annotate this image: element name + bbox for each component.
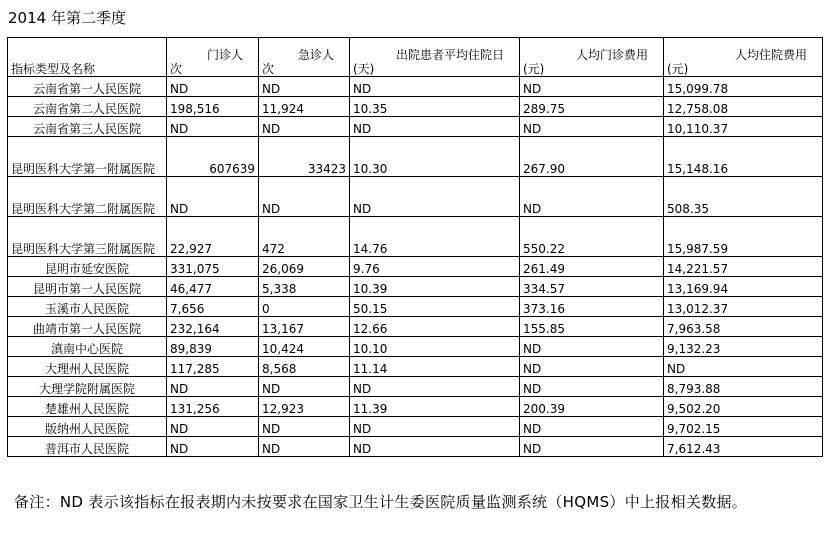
outpatient-cost: ND: [520, 437, 664, 457]
table-row: [8, 317, 823, 337]
header-unit: 次: [262, 62, 275, 76]
header-unit: (元): [523, 62, 545, 76]
avg-stay: 10.39: [350, 277, 520, 297]
header-cell-outpatient: [167, 38, 259, 77]
header-unit: (元): [667, 62, 689, 76]
avg-stay: ND: [350, 437, 520, 457]
outpatient-cost: 550.22: [520, 217, 664, 257]
inpatient-cost: 9,702.15: [664, 417, 823, 437]
page-title: 2014 年第二季度: [8, 9, 126, 27]
outpatient-visits: 232,164: [167, 317, 259, 337]
header-label: 指标类型及名称: [11, 62, 96, 76]
emergency-visits: ND: [259, 77, 350, 97]
inpatient-cost: 508.35: [664, 177, 823, 217]
outpatient-visits: ND: [167, 77, 259, 97]
inpatient-cost: 13,012.37: [664, 297, 823, 317]
table-row: [8, 377, 823, 397]
outpatient-visits: 89,839: [167, 337, 259, 357]
inpatient-cost: 15,148.16: [664, 137, 823, 177]
emergency-visits: ND: [259, 117, 350, 137]
inpatient-cost: 7,963.58: [664, 317, 823, 337]
hospital-name: 云南省第二人民医院: [8, 97, 167, 117]
hospital-name: 滇南中心医院: [8, 337, 167, 357]
outpatient-cost: ND: [520, 417, 664, 437]
outpatient-cost: ND: [520, 117, 664, 137]
outpatient-visits: 46,477: [167, 277, 259, 297]
inpatient-cost: 15,987.59: [664, 217, 823, 257]
inpatient-cost: 9,132.23: [664, 337, 823, 357]
header-cell-outpatient-cost: [520, 38, 664, 77]
table-row: [8, 217, 823, 257]
header-cell-avg-stay: [350, 38, 520, 77]
avg-stay: ND: [350, 377, 520, 397]
outpatient-visits: 131,256: [167, 397, 259, 417]
emergency-visits: 0: [259, 297, 350, 317]
emergency-visits: 10,424: [259, 337, 350, 357]
emergency-visits: ND: [259, 177, 350, 217]
table-row: [8, 137, 823, 177]
hospital-name: 昆明市第一人民医院: [8, 277, 167, 297]
hospital-name: 大理州人民医院: [8, 357, 167, 377]
outpatient-visits: ND: [167, 117, 259, 137]
header-label: 人均住院费用: [734, 48, 807, 62]
hospital-metrics-table: [7, 37, 823, 457]
outpatient-visits: ND: [167, 177, 259, 217]
hospital-name: 昆明医科大学第二附属医院: [8, 177, 167, 217]
header-unit: (天): [353, 62, 375, 76]
hospital-name: 昆明市延安医院: [8, 257, 167, 277]
outpatient-visits: ND: [167, 437, 259, 457]
outpatient-cost: 155.85: [520, 317, 664, 337]
hospital-name: 云南省第三人民医院: [8, 117, 167, 137]
table-row: [8, 117, 823, 137]
emergency-visits: 11,924: [259, 97, 350, 117]
avg-stay: 10.35: [350, 97, 520, 117]
outpatient-visits: 117,285: [167, 357, 259, 377]
outpatient-cost: ND: [520, 377, 664, 397]
hospital-name: 云南省第一人民医院: [8, 77, 167, 97]
outpatient-cost: 289.75: [520, 97, 664, 117]
header-label: 出院患者平均住院日: [395, 48, 504, 62]
outpatient-cost: ND: [520, 337, 664, 357]
emergency-visits: ND: [259, 437, 350, 457]
inpatient-cost: 12,758.08: [664, 97, 823, 117]
table-row: [8, 277, 823, 297]
outpatient-visits: 331,075: [167, 257, 259, 277]
header-cell-inpatient-cost: [664, 38, 823, 77]
avg-stay: 10.30: [350, 137, 520, 177]
inpatient-cost: ND: [664, 357, 823, 377]
hospital-name: 版纳州人民医院: [8, 417, 167, 437]
emergency-visits: 472: [259, 217, 350, 257]
inpatient-cost: 8,793.88: [664, 377, 823, 397]
outpatient-cost: ND: [520, 77, 664, 97]
outpatient-visits: ND: [167, 377, 259, 397]
avg-stay: ND: [350, 417, 520, 437]
table-header-row: [8, 38, 823, 77]
hospital-name: 普洱市人民医院: [8, 437, 167, 457]
avg-stay: 50.15: [350, 297, 520, 317]
emergency-visits: 33423: [259, 137, 350, 177]
inpatient-cost: 14,221.57: [664, 257, 823, 277]
table-row: [8, 257, 823, 277]
hospital-name: 曲靖市第一人民医院: [8, 317, 167, 337]
outpatient-visits: 607639: [167, 137, 259, 177]
table-row: [8, 77, 823, 97]
header-cell-name: [8, 38, 167, 77]
avg-stay: 11.14: [350, 357, 520, 377]
table-row: [8, 297, 823, 317]
outpatient-cost: ND: [520, 177, 664, 217]
outpatient-visits: 7,656: [167, 297, 259, 317]
outpatient-cost: 267.90: [520, 137, 664, 177]
table-row: [8, 357, 823, 377]
hospital-name: 玉溪市人民医院: [8, 297, 167, 317]
emergency-visits: 8,568: [259, 357, 350, 377]
hospital-name: 昆明医科大学第一附属医院: [8, 137, 167, 177]
outpatient-cost: 334.57: [520, 277, 664, 297]
outpatient-visits: 198,516: [167, 97, 259, 117]
hospital-name: 大理学院附属医院: [8, 377, 167, 397]
avg-stay: 14.76: [350, 217, 520, 257]
emergency-visits: ND: [259, 377, 350, 397]
table-row: [8, 337, 823, 357]
emergency-visits: 12,923: [259, 397, 350, 417]
inpatient-cost: 15,099.78: [664, 77, 823, 97]
header-label: 急诊人: [297, 48, 334, 62]
header-label: 人均门诊费用: [575, 48, 648, 62]
avg-stay: 10.10: [350, 337, 520, 357]
header-cell-emergency: [259, 38, 350, 77]
table-row: [8, 177, 823, 217]
hospital-name: 楚雄州人民医院: [8, 397, 167, 417]
emergency-visits: ND: [259, 417, 350, 437]
emergency-visits: 5,338: [259, 277, 350, 297]
avg-stay: ND: [350, 177, 520, 217]
outpatient-cost: 200.39: [520, 397, 664, 417]
inpatient-cost: 13,169.94: [664, 277, 823, 297]
emergency-visits: 13,167: [259, 317, 350, 337]
footnote: 备注：ND 表示该指标在报表期内未按要求在国家卫生计生委医院质量监测系统（HQMS）中上报相关数据。: [14, 493, 748, 511]
avg-stay: ND: [350, 77, 520, 97]
inpatient-cost: 10,110.37: [664, 117, 823, 137]
table-row: [8, 97, 823, 117]
avg-stay: ND: [350, 117, 520, 137]
hospital-name: 昆明医科大学第三附属医院: [8, 217, 167, 257]
table-row: [8, 417, 823, 437]
outpatient-cost: ND: [520, 357, 664, 377]
outpatient-visits: 22,927: [167, 217, 259, 257]
table-row: [8, 437, 823, 457]
outpatient-cost: 373.16: [520, 297, 664, 317]
inpatient-cost: 7,612.43: [664, 437, 823, 457]
outpatient-cost: 261.49: [520, 257, 664, 277]
header-label: 门诊人: [206, 48, 243, 62]
avg-stay: 11.39: [350, 397, 520, 417]
outpatient-visits: ND: [167, 417, 259, 437]
header-unit: 次: [170, 62, 183, 76]
avg-stay: 9.76: [350, 257, 520, 277]
avg-stay: 12.66: [350, 317, 520, 337]
inpatient-cost: 9,502.20: [664, 397, 823, 417]
emergency-visits: 26,069: [259, 257, 350, 277]
table-row: [8, 397, 823, 417]
